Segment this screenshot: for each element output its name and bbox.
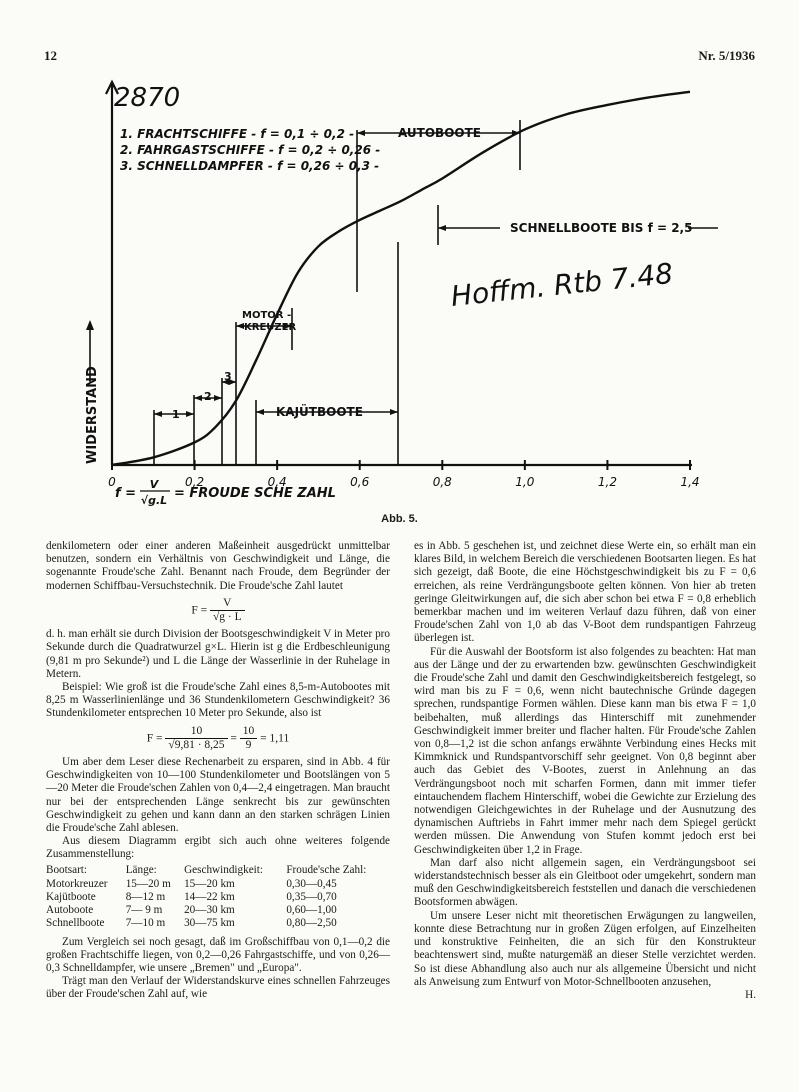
x-axis-label-num: V <box>149 478 159 491</box>
left-paragraph-1: denkilometern oder einer anderen Maßeinheit ausgedrückt unmittelbar benutzen, sondern ein Verhältnis von Geschwindigkeit und Länge, die sogenannte Froude'sche Zahl. Benannt nach Froude, dem Begründer der modernen Schiffbau-Versuchstechnik. Die Froude'sche Zahl lautet <box>46 540 390 592</box>
table-header-3: Froude'sche Zahl: <box>286 863 367 876</box>
table-row <box>46 878 390 891</box>
resistance-chart <box>0 60 799 510</box>
right-paragraph-1: es in Abb. 5 geschehen ist, und zeichnet diese Werte ein, so erhält man ein klares Bild, in welchem Bereich die verschiedenen Bootsarten liegen. Es hat sich gezeigt, daß Boote, die eine Höchstgeschwindigkeit bis zu F = 0,6 erreichen, als reine Verdrängungsboote gelten können. Von hier ab treten geringe Gleitwirkungen auf, die sich aber schon bei etwa F = 0,8 erheblich bemerkbar machen und im weiteren Verlauf dazu führen, daß von einer Froude'schen Zahl von 1,0 ab das V-Boot dem rundspantigen Fahrzeug überlegen ist. <box>414 540 756 645</box>
table-cell: 7— 9 m <box>125 903 163 916</box>
table-cell: 7—10 m <box>125 916 166 929</box>
label-range-2: 2 <box>204 390 212 403</box>
table-header-1: Länge: <box>125 863 157 876</box>
table-cell: 0,60—1,00 <box>286 903 337 916</box>
table-cell: Autoboote <box>46 903 94 916</box>
x-tick-label: 1,0 <box>515 475 535 489</box>
label-schnellboote: SCHNELLBOOTE BIS f = 2,5 <box>510 221 693 235</box>
table-cell: 0,30—0,45 <box>286 877 337 890</box>
table-cell: Schnellboote <box>46 916 105 929</box>
text-column-right <box>414 540 756 1002</box>
x-axis-label-prefix: f = <box>115 486 137 501</box>
handwritten-note-mid: Hoffm. Rtb 7.48 <box>449 256 675 313</box>
left-paragraph-2: d. h. man erhält sie durch Division der Bootsgeschwindigkeit V in Meter pro Sekunde durch die Quadratwurzel g×L. Hierin ist g die Erdbeschleunigung (9,81 m pro Sekunde²) und L die Länge der Wasserlinie in der Ruhelage in Metern. <box>46 628 390 680</box>
x-axis-label-den: √g.L <box>140 494 168 507</box>
figure-caption: Abb. 5. <box>381 513 418 525</box>
table-cell: Kajütboote <box>46 890 96 903</box>
label-kajuetboote: KAJÜTBOOTE <box>276 405 363 419</box>
table-cell: 15—20 km <box>184 877 235 890</box>
left-paragraph-6: Zum Vergleich sei noch gesagt, daß im Großschiffbau von 0,1—0,2 die großen Frachtschiffe liegen, von 0,2—0,26 Fahrgastschiffe, und von 0,26—0,3 Schnelldampfer, wie unsere „Bremen" und „Europa". <box>46 935 390 975</box>
formula-froude: F = $\frac{V}{√g \cdot L}$ <box>46 597 390 624</box>
table-cell: 0,35—0,70 <box>286 890 337 903</box>
x-tick-label: 0 <box>108 475 116 489</box>
x-tick-label: 0,2 <box>185 475 205 489</box>
table-header-0: Bootsart: <box>46 863 88 876</box>
boat-types-table <box>46 864 390 930</box>
legend-frachtschiffe: 1. FRACHTSCHIFFE - f = 0,1 ÷ 0,2 - <box>120 127 355 141</box>
right-paragraph-3: Man darf also nicht allgemein sagen, ein Verdrängungsboot sei widerstandstechnisch besser als ein Gleitboot oder umgekehrt, sondern man muß den Geschwindigkeitsbereich feststellen und danach die verschiedenen Bootsformen abwägen. <box>414 856 756 909</box>
right-paragraph-4: Um unsere Leser nicht mit theoretischen Erwägungen zu langweilen, konnte diese Betrachtung nur in großen Zügen erfolgen, auf Einzelheiten und konstruktive Feinheiten, die an sich für den Konstrukteur beachtenswert sind, mußte naturgemäß an dieser Stelle verzichtet werden. So ist diese Abhandlung also auch nur als allgemeine Übersicht und nicht als Anweisung zum Entwurf von Motor-Schnellbooten anzusehen, <box>414 909 756 988</box>
left-paragraph-4: Um aber dem Leser diese Rechenarbeit zu ersparen, sind in Abb. 4 für Geschwindigkeiten von 10—100 Stundenkilometer und Bootslängen von 5—20 Meter die Froude'schen Zahlen von 0,4—2,4 eingetragen. Man braucht nur bei der entsprechenden Länge senkrecht bis zur gewünschten Geschwindigkeit zu gehen und kann dann an den starken schrägen Linien die Froude'sche Zahl ablesen. <box>46 756 390 835</box>
issue-number: Nr. 5/1936 <box>698 48 755 63</box>
x-tick-label: 0,8 <box>432 475 452 489</box>
legend-fahrgastschiffe: 2. FAHRGASTSCHIFFE - f = 0,2 ÷ 0,26 - <box>120 143 381 157</box>
table-cell: 30—75 km <box>184 916 235 929</box>
x-tick-label: 0,6 <box>350 475 370 489</box>
table-header-2: Geschwindigkeit: <box>184 863 263 876</box>
page-number: 12 <box>44 48 57 63</box>
y-axis-label: WIDERSTAND <box>85 366 100 464</box>
table-row <box>46 904 390 917</box>
table-cell: 20—30 km <box>184 903 235 916</box>
table-cell: Motorkreuzer <box>46 877 108 890</box>
table-cell: 0,80—2,50 <box>286 916 337 929</box>
label-range-3: 3 <box>224 370 232 383</box>
author-signature: H. <box>745 988 756 1001</box>
x-tick-label: 0,4 <box>267 475 287 489</box>
left-paragraph-3: Beispiel: Wie groß ist die Froude'sche Zahl eines 8,5-m-Autobootes mit 8,25 m Wasserlinienlänge und 36 Stundenkilometern Geschwindigkeit? 36 Stundenkilometer entsprechen 10 Meter pro Sekunde, also ist <box>46 681 390 720</box>
text-column-left <box>46 540 390 1002</box>
handwritten-note-top: 2870 <box>114 83 181 113</box>
table-cell: 15—20 m <box>125 877 171 890</box>
x-tick-label: 1,2 <box>597 475 617 489</box>
x-axis-label-text: = FROUDE SCHE ZAHL <box>174 486 336 501</box>
label-motorkreuzer-1: MOTOR - <box>242 310 292 321</box>
left-paragraph-7: Trägt man den Verlauf der Widerstandskurve eines schnellen Fahrzeuges über der Froude'schen Zahl auf, wie <box>46 975 390 1001</box>
formula-example: F = $\frac{10}{√9,81 \cdot 8,25}$ = $\frac{10}{9}$ = 1,11 <box>146 724 290 751</box>
table-cell: 14—22 km <box>184 890 235 903</box>
right-paragraph-2: Für die Auswahl der Bootsform ist also folgendes zu beachten: Hat man aus der Länge und der zu erwartenden bzw. gewünschten Geschwindigkeit die Froude'sche Zahl und damit den Geschwindigkeitsbereich festgelegt, so wird man bis zu F = 0,6, wenn nicht bautechnische Gründe dagegen sprechen, rundspantige Formen wählen. Diese kann man bis etwa F = 1,0 beibehalten, muß allerdings das Hinterschiff mit zunehmender Geschwindigkeit immer breiter und flacher halten. Für Froude'sche Zahlen von 0,8—1,2 ist die schon anfangs erwähnte Verbindung eines Hecks mit Kimmknick und Rundspantvorschiff sehr geeignet. Von 0,8 beginnt aber auch das Gebiet des V-Bootes, zuerst in Anlehnung an das Verdrängungsboot noch mit scharfen Formen, dann mit immer tiefer eintauchendem flachem Hinterschiff, wobei die Gewichte zur Erzielung des notwendigen Gleichgewichtes in der Ruhelage und der Ausnutzung des dynamischen Auftriebs in Fahrt immer mehr nach dem Spiegel gerückt werden müssen. Die Anwendung von Stufen kommt jedoch erst bei Geschwindigkeiten über 1,2 in Frage. <box>414 645 756 856</box>
label-autoboote: AUTOBOOTE <box>398 126 481 140</box>
table-row <box>46 891 390 904</box>
label-range-1: 1 <box>172 408 180 421</box>
left-paragraph-5: Aus diesem Diagramm ergibt sich auch ohne weiteres folgende Zusammenstellung: <box>46 835 390 861</box>
table-row <box>46 917 390 930</box>
x-tick-label: 1,4 <box>680 475 700 489</box>
label-motorkreuzer-2: KREUZER <box>244 322 297 333</box>
legend-schnelldampfer: 3. SCHNELLDAMPFER - f = 0,26 ÷ 0,3 - <box>120 159 380 173</box>
table-cell: 8—12 m <box>125 890 166 903</box>
